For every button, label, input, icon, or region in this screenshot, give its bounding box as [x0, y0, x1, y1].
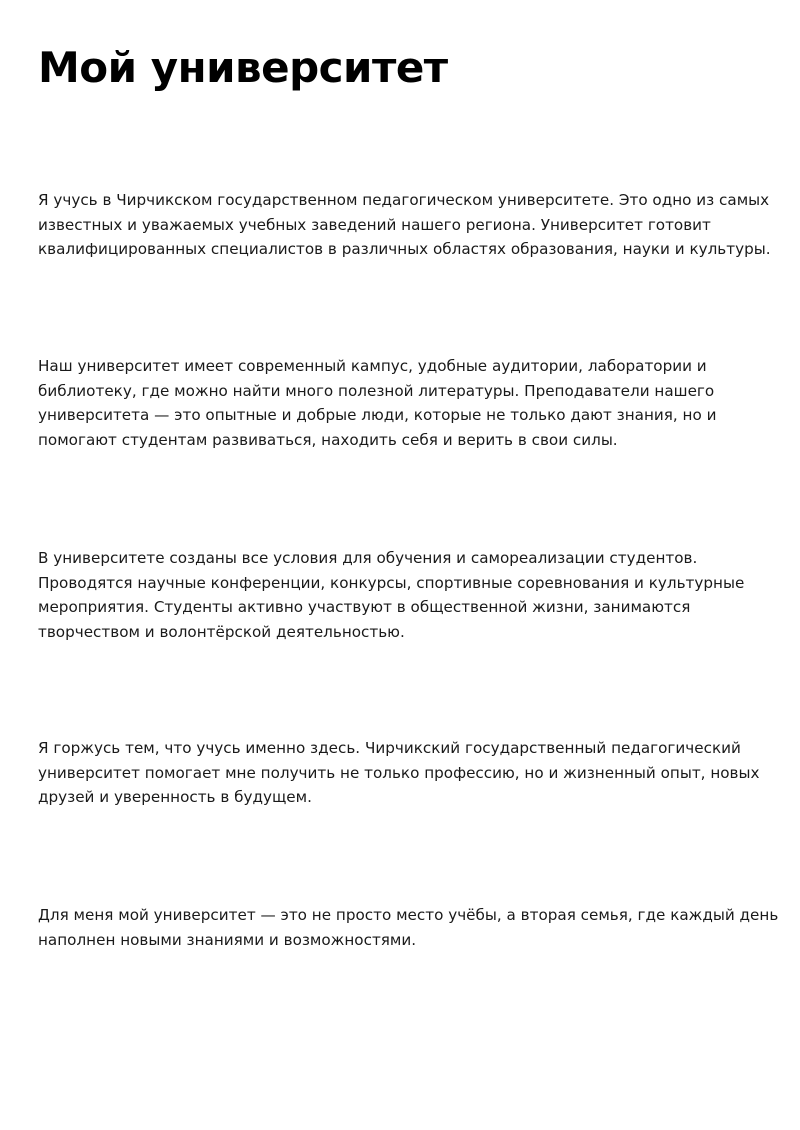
paragraph-1: [38, 188, 771, 262]
paragraph-line: наполнен новыми знаниями и возможностями.: [38, 930, 417, 949]
page-title: Мой университет: [38, 43, 448, 92]
paragraph-5: [38, 903, 779, 952]
paragraph-3: [38, 546, 768, 645]
paragraph-line: помогают студентам развиваться, находить себя и верить в свои силы.: [38, 431, 618, 450]
paragraph-line: университет помогает мне получить не только профессию, но и жизненный опыт, новых: [38, 763, 760, 782]
paragraph-line: Я учусь в Чирчикском государственном педагогическом университете. Это одно из самых: [38, 191, 770, 209]
paragraph-line: творчеством и волонтёрской деятельностью.: [38, 623, 405, 642]
paragraph-line: университета — это опытные и добрые люди, которые не только дают знания, но и: [38, 406, 717, 425]
paragraph-line: библиотеку, где можно найти много полезной литературы. Преподаватели нашего: [38, 381, 715, 400]
paragraph-line: известных и уважаемых учебных заведений нашего региона. Университет готовит: [38, 215, 711, 234]
paragraph-line: Для меня мой университет — это не просто место учёбы, а вторая семья, где каждый день: [38, 906, 779, 924]
paragraph-line: В университете созданы все условия для обучения и самореализации студентов.: [38, 549, 698, 567]
paragraph-line: мероприятия. Студенты активно участвуют в общественной жизни, занимаются: [38, 598, 691, 617]
paragraph-2: [38, 354, 768, 453]
paragraph-line: Я горжусь тем, что учусь именно здесь. Чирчикский государственный педагогический: [38, 739, 741, 757]
paragraph-line: Проводятся научные конференции, конкурсы, спортивные соревнования и культурные: [38, 573, 745, 592]
paragraph-4: [38, 736, 768, 810]
paragraph-line: Наш университет имеет современный кампус, удобные аудитории, лаборатории и: [38, 357, 707, 375]
paragraph-line: квалифицированных специалистов в различных областях образования, науки и культуры.: [38, 240, 771, 259]
paragraph-line: друзей и уверенность в будущем.: [38, 788, 312, 807]
